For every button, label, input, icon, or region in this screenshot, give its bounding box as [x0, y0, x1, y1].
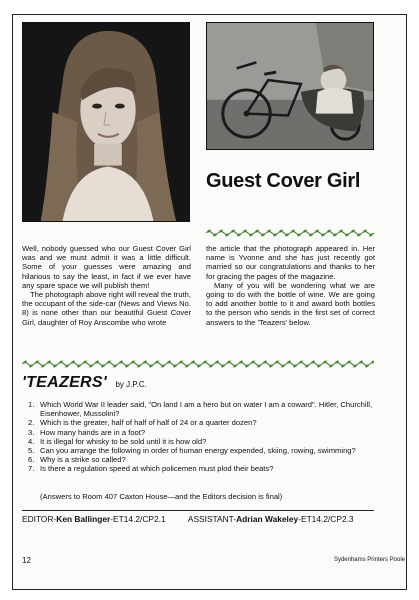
question-text: Is there a regulation speed at which policemen must plod their beats? — [40, 464, 274, 474]
question-number: 6. — [28, 455, 35, 465]
answers-note: (Answers to Room 407 Caxton House—and the Editors decision is final) — [40, 492, 283, 501]
cover-girl-photo — [22, 22, 190, 222]
staff-credits — [22, 514, 382, 524]
article-paragraph: The photograph above right will reveal the truth, the occupant of the side-car (News and Views No. 8) is none other than our beautiful Guest Cover Girl, daughter of Roy Anscombe who wrote — [22, 290, 191, 327]
question-number: 1. — [28, 400, 35, 409]
assistant-extension: -ET14.2/CP2.3 — [298, 514, 354, 524]
article-paragraph: Well, nobody guessed who our Guest Cover Girl was and we must admit it was a little difficult. Some of your guesses were amazing and hilarious to say the least, in fact if we ever have any spare space we will publish them! — [22, 244, 191, 290]
article-paragraph: Many of you will be wondering what we are going to do with the bottle of wine. We are going to add another bottle to it and award both bottles to the person who sends in the first set of correct answers to the 'Teazers' below. — [206, 280, 375, 327]
sidecar-photo — [206, 22, 374, 150]
article-left-column — [22, 244, 191, 327]
teazers-title: 'TEAZERS' — [22, 374, 107, 391]
question-text: It is illegal for whisky to be sold until it is how old? — [40, 436, 207, 446]
question-number: 2. — [28, 418, 35, 428]
decorative-vine-divider — [22, 359, 374, 369]
question-number: 3. — [28, 427, 35, 437]
editor-name: Ken Ballinger — [56, 514, 111, 524]
question-text: How many hands are in a foot? — [40, 427, 146, 437]
page-number: 12 — [22, 556, 31, 565]
article-paragraph: the article that the photograph appeared in. Her name is Yvonne and she has just recently got married so our congratulations and thanks to her for gracing the pages of the magazine. — [206, 244, 375, 281]
question-item — [28, 455, 374, 464]
question-item — [28, 418, 374, 427]
question-item — [28, 446, 374, 455]
question-item — [28, 400, 374, 418]
question-item — [28, 464, 374, 473]
guest-cover-girl-title: Guest Cover Girl — [206, 170, 361, 192]
question-text: Which World War II leader said, "On land I am a hero but on water I am a coward". Hitler, Churchill, Eisenhower, Mussolini? — [40, 400, 373, 419]
teazers-byline: by J.P.C. — [115, 380, 147, 389]
editor-label: EDITOR- — [22, 514, 57, 524]
question-item — [28, 428, 374, 437]
editor-extension: -ET14.2/CP2.1 — [110, 514, 166, 524]
assistant-label: ASSISTANT- — [187, 514, 237, 524]
assistant-name: Adrian Wakeley — [236, 514, 299, 524]
credits-divider — [22, 510, 374, 511]
question-text: Why is a strike so called? — [40, 455, 126, 465]
printer-credit: Sydenhams Printers Poole — [333, 557, 405, 563]
teazers-question-list — [28, 400, 374, 474]
question-number: 7. — [28, 464, 35, 474]
decorative-vine-divider — [206, 228, 374, 238]
question-number: 5. — [28, 446, 35, 456]
question-text: Can you arrange the following in order of human energy expended, skiing, rowing, swimming? — [40, 446, 356, 456]
question-text: Which is the greater, half of half of half of 24 or a quarter dozen? — [40, 418, 257, 428]
question-number: 4. — [28, 436, 35, 446]
question-item — [28, 437, 374, 446]
article-right-column — [206, 244, 375, 327]
teazers-heading — [22, 374, 374, 392]
